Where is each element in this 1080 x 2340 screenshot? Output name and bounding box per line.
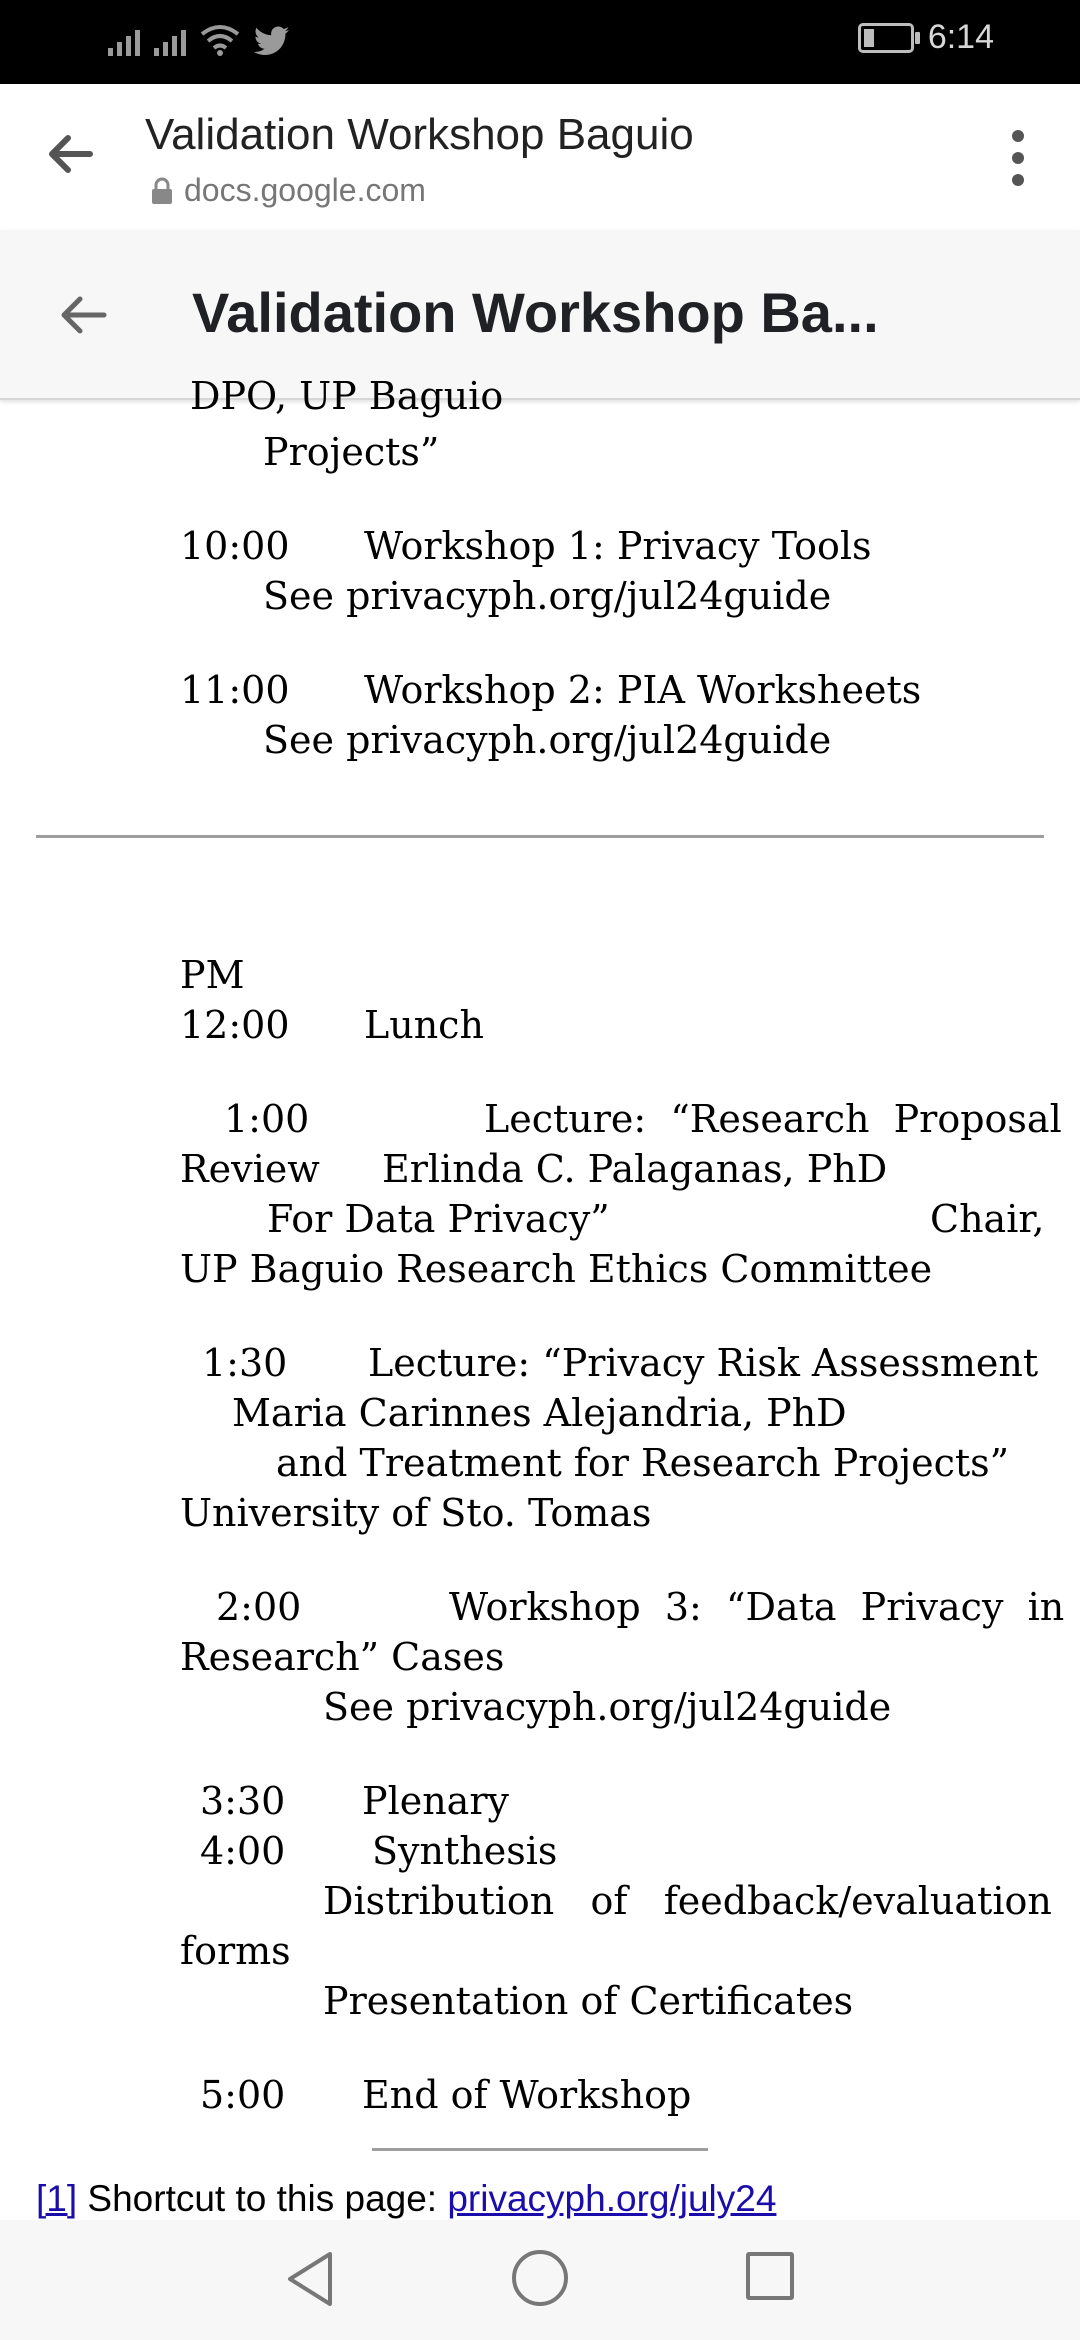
status-icons	[108, 22, 290, 56]
page-break-divider	[36, 835, 1044, 838]
nav-back-icon[interactable]	[282, 2248, 338, 2310]
footnote-ref-link[interactable]: [1]	[36, 2178, 78, 2219]
agenda-note: Presentation of Certificates	[323, 1979, 854, 2023]
agenda-title-cont: For Data Privacy”	[267, 1197, 610, 1241]
browser-url	[150, 172, 426, 209]
agenda-time: 5:00	[200, 2073, 286, 2117]
agenda-speaker-role: Chair,	[930, 1197, 1045, 1241]
doc-text: DPO, UP Baguio	[190, 374, 504, 418]
agenda-time: 4:00	[200, 1829, 286, 1873]
agenda-time: 3:30	[200, 1779, 286, 1823]
agenda-title: Workshop 1: Privacy Tools	[364, 524, 872, 568]
agenda-time: 2:00	[216, 1585, 302, 1629]
footnote	[36, 2178, 776, 2220]
agenda-title-cont: Research” Cases	[180, 1635, 505, 1679]
agenda-title: Plenary	[362, 1779, 509, 1823]
doc-text: Projects”	[263, 430, 440, 474]
browser-page-title: Validation Workshop Baguio	[145, 110, 694, 159]
twitter-icon	[254, 26, 290, 56]
nav-recents-icon[interactable]	[746, 2252, 794, 2300]
agenda-title: Lunch	[364, 1003, 484, 1047]
agenda-title: Workshop 3: “Data Privacy in	[449, 1585, 1065, 1629]
agenda-title: Lecture: “Research Proposal	[484, 1097, 1062, 1141]
nav-home-icon[interactable]	[512, 2250, 568, 2306]
agenda-speaker: Maria Carinnes Alejandria, PhD	[232, 1391, 847, 1435]
agenda-time: 1:00	[224, 1097, 310, 1141]
agenda-note: See privacyph.org/jul24guide	[323, 1685, 892, 1729]
back-arrow-icon[interactable]	[40, 124, 100, 184]
document-body	[0, 374, 1080, 2220]
status-time: 6:14	[927, 18, 994, 56]
agenda-note: See privacyph.org/jul24guide	[263, 718, 832, 762]
agenda-speaker-org: University of Sto. Tomas	[180, 1491, 652, 1535]
agenda-speaker-org: UP Baguio Research Ethics Committee	[180, 1247, 933, 1291]
agenda-title: Lecture: “Privacy Risk Assessment	[368, 1341, 1039, 1385]
wifi-icon	[200, 22, 240, 56]
browser-host-text: docs.google.com	[184, 172, 426, 208]
agenda-title: End of Workshop	[362, 2073, 692, 2117]
docs-title: Validation Workshop Ba...	[192, 281, 879, 344]
agenda-note-cont: forms	[180, 1929, 291, 1973]
footnote-text: Shortcut to this page:	[87, 2178, 448, 2219]
status-bar	[0, 0, 1080, 84]
pm-label: PM	[180, 953, 245, 997]
agenda-speaker: Erlinda C. Palaganas, PhD	[382, 1147, 888, 1191]
agenda-time: 1:30	[202, 1341, 288, 1385]
lock-icon	[150, 177, 174, 205]
status-right	[858, 18, 994, 57]
agenda-title: Workshop 2: PIA Worksheets	[364, 668, 922, 712]
agenda-time: 12:00	[180, 1003, 290, 1047]
footnote-divider	[372, 2148, 708, 2151]
system-nav-bar	[0, 2220, 1080, 2340]
more-options-icon[interactable]	[1012, 130, 1024, 186]
agenda-title-cont: Review	[180, 1147, 320, 1191]
browser-bar	[0, 84, 1080, 232]
battery-icon	[858, 23, 914, 53]
agenda-time: 11:00	[180, 668, 290, 712]
agenda-note: Distribution of feedback/evaluation	[323, 1879, 1052, 1923]
agenda-title-cont: and Treatment for Research Projects”	[276, 1441, 1010, 1485]
footnote-shortcut-link[interactable]: privacyph.org/july24	[447, 2178, 777, 2219]
agenda-title: Synthesis	[372, 1829, 558, 1873]
agenda-time: 10:00	[180, 524, 290, 568]
signal-icon	[154, 22, 186, 56]
signal-icon	[108, 22, 140, 56]
agenda-note: See privacyph.org/jul24guide	[263, 574, 832, 618]
docs-toolbar	[0, 230, 1080, 400]
docs-back-arrow-icon[interactable]	[52, 284, 114, 346]
